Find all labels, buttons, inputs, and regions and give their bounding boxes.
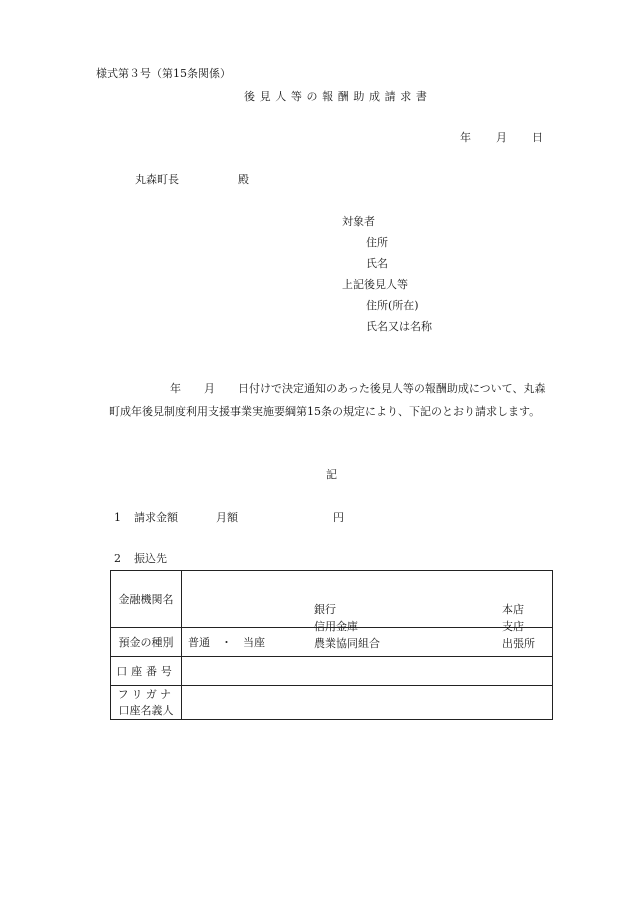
account-holder-label-cell — [111, 686, 182, 720]
body-line1: 日付けで決定通知のあった後見人等の報酬助成について、丸森 — [238, 382, 546, 395]
body-month: 月 — [204, 382, 215, 395]
furigana-label: フリガナ — [117, 687, 175, 701]
guardian-address-label: 住所(所在) — [366, 299, 419, 312]
account-holder-field[interactable] — [182, 686, 553, 720]
item1-number: 1 — [114, 511, 121, 524]
deposit-type-options[interactable]: 普通 ・ 当座 — [182, 628, 553, 657]
bank-transfer-table — [110, 570, 553, 720]
institution-type-shinkin: 信用金庫 — [314, 620, 358, 633]
guardian-name-label: 氏名又は名称 — [366, 320, 432, 333]
target-name-label: 氏名 — [366, 257, 388, 270]
addressee-name: 丸森町長 — [135, 173, 179, 186]
branch-types — [502, 601, 535, 652]
target-heading: 対象者 — [342, 215, 375, 228]
item1-monthly: 月額 — [216, 511, 238, 524]
account-number-field[interactable] — [182, 657, 553, 686]
body-year: 年 — [170, 382, 181, 395]
account-number-label: 口座番号 — [111, 657, 182, 686]
item2-label: 振込先 — [134, 552, 167, 565]
institution-label: 金融機関名 — [111, 571, 182, 628]
form-number: 様式第３号（第15条関係） — [96, 67, 231, 80]
table-row — [111, 571, 553, 628]
ki-heading: 記 — [326, 468, 337, 481]
document-title: 後見人等の報酬助成請求書 — [244, 90, 432, 103]
date-year: 年 — [460, 131, 471, 144]
institution-types — [314, 601, 380, 652]
table-row — [111, 686, 553, 720]
institution-type-ja: 農業協同組合 — [314, 637, 380, 650]
item1-label: 請求金額 — [134, 511, 178, 524]
institution-type-bank: 銀行 — [314, 603, 336, 616]
item2-number: 2 — [114, 552, 121, 565]
branch-type-main: 本店 — [502, 603, 524, 616]
date-day: 日 — [532, 131, 543, 144]
body-line2: 町成年後見制度利用支援事業実施要綱第15条の規定により、下記のとおり請求します。 — [109, 405, 541, 418]
item1-unit: 円 — [333, 511, 344, 524]
deposit-type-label: 預金の種別 — [111, 628, 182, 657]
date-month: 月 — [496, 131, 507, 144]
table-row — [111, 657, 553, 686]
addressee-honorific: 殿 — [238, 173, 249, 186]
branch-type-sub: 出張所 — [502, 637, 535, 650]
guardian-heading: 上記後見人等 — [342, 278, 408, 291]
account-holder-label: 口座名義人 — [118, 703, 174, 717]
target-address-label: 住所 — [366, 236, 388, 249]
branch-type-branch: 支店 — [502, 620, 524, 633]
